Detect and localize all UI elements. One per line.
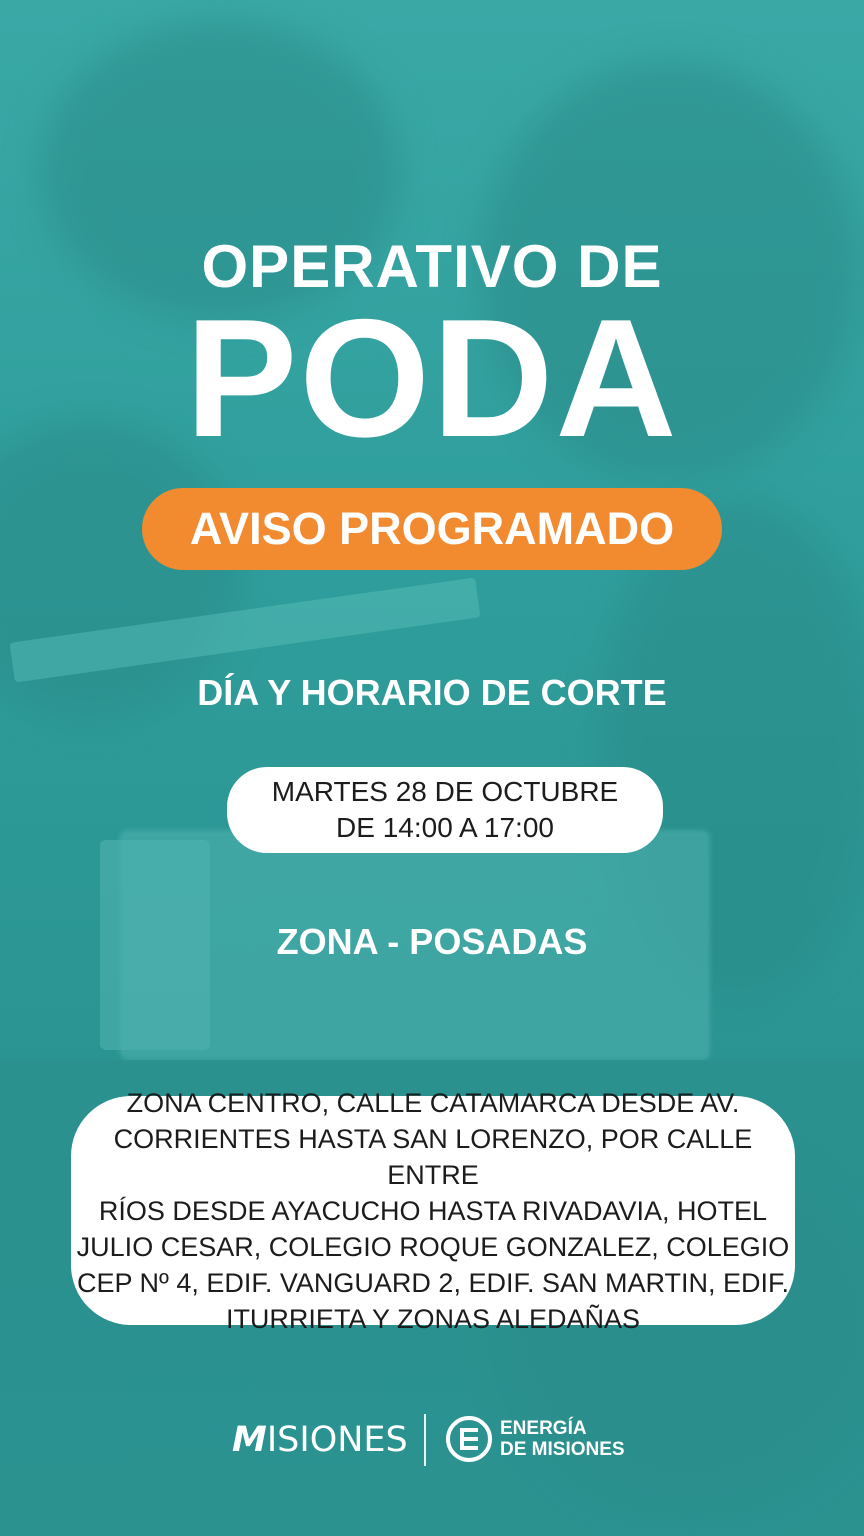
zone-line: ITURRIETA Y ZONAS ALEDAÑAS	[225, 1303, 641, 1334]
energia-de-misiones-logo-icon	[445, 1415, 493, 1463]
zone-line: ZONA CENTRO, CALLE CATAMARCA DESDE AV.	[126, 1087, 740, 1118]
badge-label: AVISO PROGRAMADO	[189, 503, 675, 554]
date-line-2: DE 14:00 A 17:00	[336, 812, 554, 843]
title-main: PODA	[185, 284, 679, 472]
zone-heading: ZONA - POSADAS	[276, 921, 588, 962]
schedule-heading: DÍA Y HORARIO DE CORTE	[197, 672, 667, 713]
title-top: OPERATIVO DE	[201, 233, 663, 300]
logo-divider	[424, 1414, 426, 1466]
date-line-1: MARTES 28 DE OCTUBRE	[271, 776, 619, 807]
footer-logos	[0, 1410, 864, 1470]
zone-line: RÍOS DESDE AYACUCHO HASTA RIVADAVIA, HOTEL	[98, 1195, 768, 1226]
zone-line: CORRIENTES HASTA SAN LORENZO, POR CALLE ENTRE	[113, 1123, 753, 1190]
energia-de-misiones-logo-text: ENERGÍA DE MISIONES	[500, 1418, 625, 1460]
zone-line: CEP Nº 4, EDIF. VANGUARD 2, EDIF. SAN MARTIN, EDIF.	[76, 1267, 789, 1298]
zone-description-box	[71, 1087, 795, 1334]
scheduled-notice-badge	[142, 488, 722, 570]
date-box	[227, 767, 663, 853]
zone-line: JULIO CESAR, COLEGIO ROQUE GONZALEZ, COLEGIO	[76, 1231, 790, 1262]
misiones-logo: MISIONES	[232, 1420, 408, 1460]
